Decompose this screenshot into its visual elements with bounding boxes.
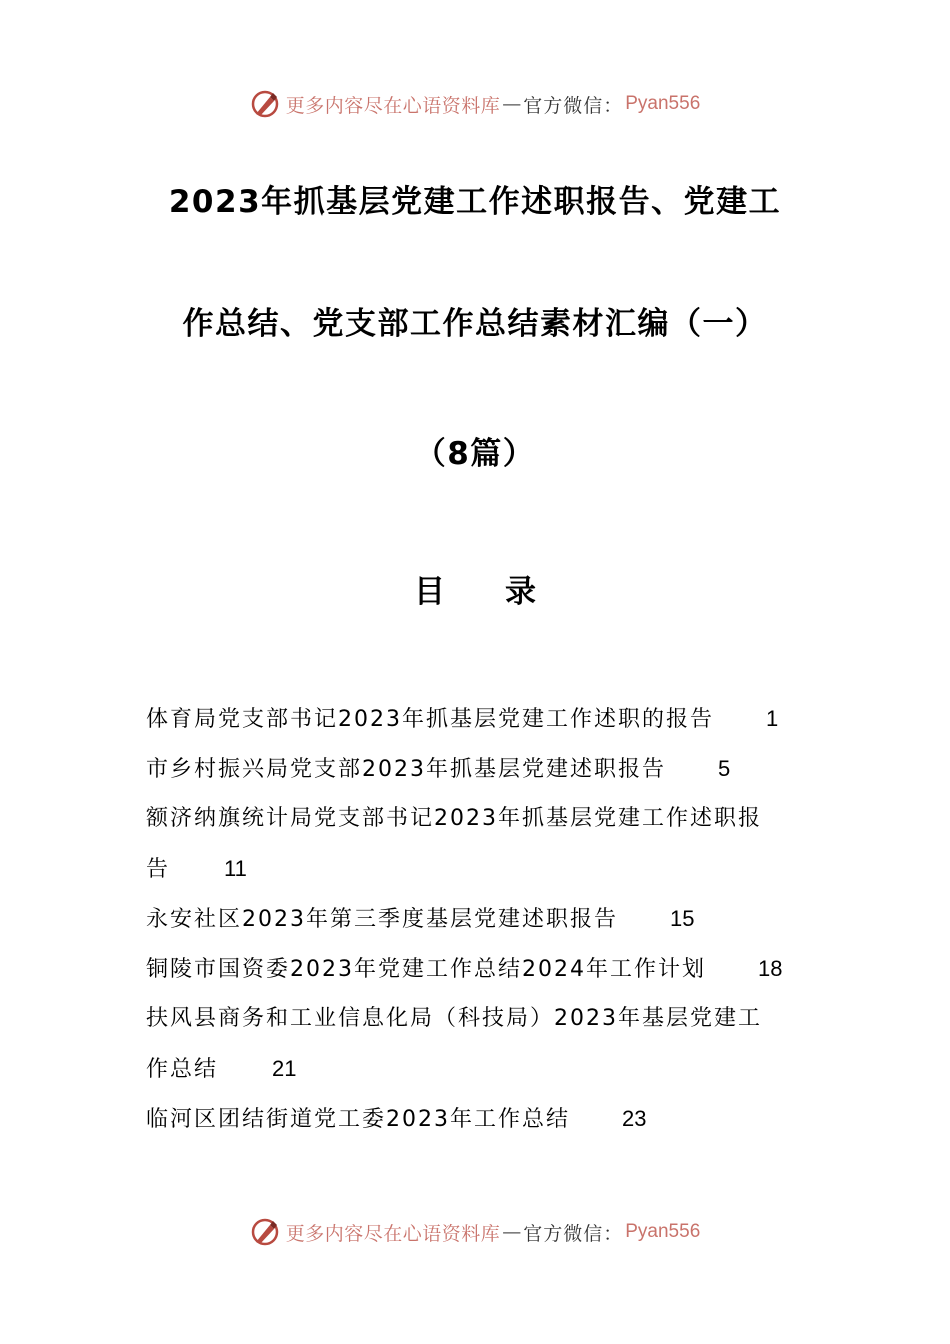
toc-entry-5[interactable] <box>146 950 810 1000</box>
document-title-line-2: 作总结、党支部工作总结素材汇编（一） <box>182 306 768 342</box>
toc-entry-2[interactable] <box>146 750 810 800</box>
toc-entry-page: 1 <box>766 706 779 731</box>
toc-entry-page: 5 <box>718 756 731 781</box>
toc-entry-page: 21 <box>272 1056 297 1081</box>
toc-heading <box>0 566 950 611</box>
toc-entry-title: 扶风县商务和工业信息化局（科技局）2023年基层党建工 <box>146 1006 762 1031</box>
watermark-text: 更多内容尽在心语资料库 <box>285 94 501 117</box>
toc-entry-6-continued[interactable] <box>146 1050 810 1100</box>
toc-entry-1[interactable] <box>146 700 810 750</box>
toc-entry-title-cont: 作总结 <box>146 1057 219 1082</box>
toc-entry-title: 体育局党支部书记2023年抓基层党建工作述职的报告 <box>146 707 714 732</box>
watermark-wechat-id: Pyan556 <box>625 93 701 114</box>
watermark-wechat-id: Pyan556 <box>625 1221 701 1242</box>
toc-entry-title: 铜陵市国资委2023年党建工作总结2024年工作计划 <box>146 957 706 982</box>
bottom-watermark-banner <box>0 1212 950 1252</box>
toc-entry-title: 永安社区2023年第三季度基层党建述职报告 <box>146 907 618 932</box>
toc-entry-page: 23 <box>622 1106 647 1131</box>
watermark-wechat-label: 官方微信： <box>523 1222 624 1245</box>
watermark-wechat-label: 官方微信： <box>523 94 624 117</box>
watermark-separator: — <box>502 1221 522 1243</box>
toc-entry-page: 18 <box>757 956 783 981</box>
toc-entry-title-cont: 告 <box>146 857 171 882</box>
toc-entry-page: 11 <box>224 856 247 881</box>
watermark-text: 更多内容尽在心语资料库 <box>285 1222 501 1245</box>
toc-entry-page: 15 <box>670 906 695 931</box>
pen-nib-circle-logo-icon <box>250 1217 280 1247</box>
toc-heading-left: 目 <box>414 574 445 610</box>
top-watermark-banner <box>0 84 950 124</box>
table-of-contents <box>146 700 810 1150</box>
toc-entry-6[interactable] <box>146 1000 810 1050</box>
document-title-line-1: 2023年抓基层党建工作述职报告、党建工 <box>168 184 782 220</box>
toc-heading-right: 录 <box>505 574 536 610</box>
toc-entry-7[interactable] <box>146 1100 810 1150</box>
toc-entry-3-continued[interactable] <box>146 850 810 900</box>
toc-entry-title: 市乡村振兴局党支部2023年抓基层党建述职报告 <box>146 757 666 782</box>
toc-entry-title: 额济纳旗统计局党支部书记2023年抓基层党建工作述职报 <box>146 806 762 831</box>
toc-entry-4[interactable] <box>146 900 810 950</box>
toc-entry-3[interactable] <box>146 800 810 850</box>
toc-entry-title: 临河区团结街道党工委2023年工作总结 <box>146 1107 570 1132</box>
watermark-separator: — <box>502 93 522 115</box>
pen-nib-circle-logo-icon <box>250 89 280 119</box>
document-title-line-3: （8篇） <box>414 436 536 472</box>
